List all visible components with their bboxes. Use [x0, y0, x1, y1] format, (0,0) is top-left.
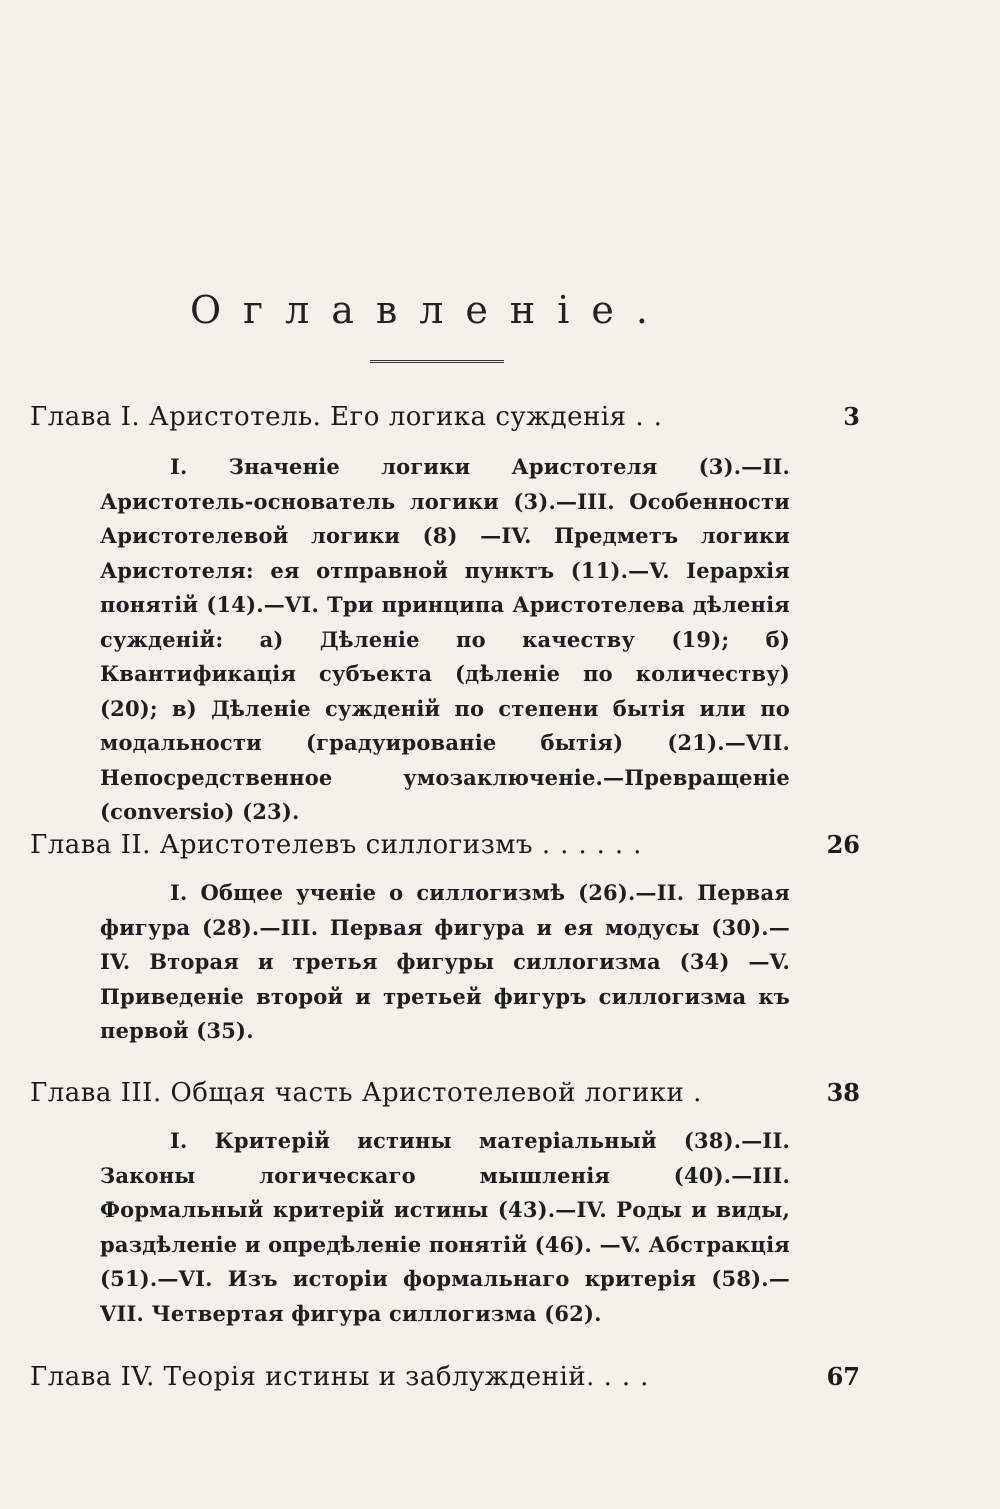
chapter-entry [30, 1362, 860, 1402]
chapter-page-number: 26 [826, 830, 860, 859]
chapter-page-number: 3 [843, 402, 860, 431]
chapter-page-number: 38 [826, 1078, 860, 1107]
leader-dots: .. [635, 402, 672, 432]
leader-dots: ...... [541, 830, 652, 860]
chapter-heading [30, 1362, 658, 1392]
chapter-title: Глава III. Общая часть Аристотелевой логики [30, 1078, 685, 1108]
chapter-heading [30, 1078, 711, 1108]
page-title: Оглавленіе. [190, 288, 670, 332]
chapter-entry [30, 1078, 860, 1118]
chapter-title: Глава IV. Теорія истины и заблужденій. [30, 1362, 595, 1392]
chapter-entry [30, 402, 860, 442]
leader-dots: ... [603, 1362, 659, 1392]
title-divider [370, 360, 504, 363]
chapter-heading [30, 830, 651, 860]
chapter-summary: I. Критерій истины матеріальный (38).—II. Законы логическаго мышленія (40).—III. Формальный критерій истины (43).—IV. Роды и виды, раздѣленіе и опредѣленіе понятій (46). —V. Абстракція (51).—VI. Изъ исторіи формальнаго критерія (58).—VII. Четвертая фигура силлогизма (62). [100, 1128, 790, 1326]
chapter-summary: I. Значеніе логики Аристотеля (3).—II. Аристотель-основатель логики (3).—III. Особенности Аристотелевой логики (8) —IV. Предметъ логики Аристотеля: ея отправной пунктъ (11).—V. Іерархія понятій (14).—VI. Три принципа Аристотелева дѣленія сужденій: а) Дѣленіе по качеству (19); б) Квантификація субъекта (дѣленіе по количеству) (20); в) Дѣленіе сужденій по степени бытія или по модальности (градуированіе бытія) (21).—VII. Непосредственное умозаключеніе.—Превращеніе (conversio) (23). [100, 454, 790, 824]
leader-dots: . [693, 1078, 712, 1108]
chapter-heading [30, 402, 672, 432]
chapter-summary: I. Общее ученіе о силлогизмѣ (26).—II. Первая фигура (28).—III. Первая фигура и ея модусы (30).—IV. Вторая и третья фигуры силлогизма (34) —V. Приведеніе второй и третьей фигуръ силлогизма къ первой (35). [100, 880, 790, 1043]
chapter-page-number: 67 [826, 1362, 860, 1391]
chapter-title: Глава I. Аристотель. Его логика сужденія [30, 402, 627, 432]
chapter-title: Глава II. Аристотелевъ силлогизмъ [30, 830, 534, 860]
chapter-entry [30, 830, 860, 870]
